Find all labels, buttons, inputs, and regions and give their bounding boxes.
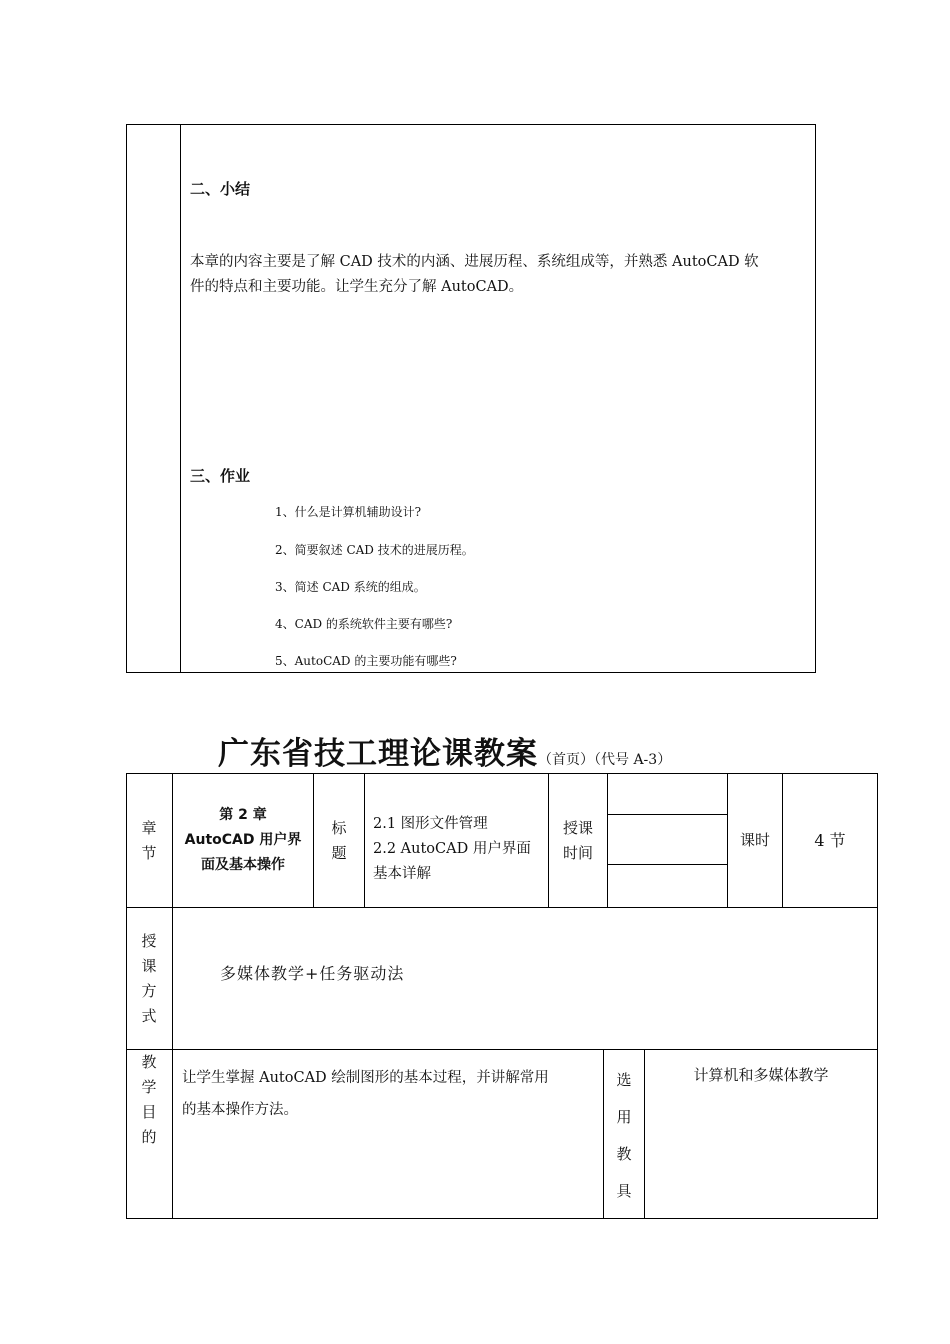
teaching-time-label: 授课 时间: [562, 819, 593, 862]
teaching-tools-value: 计算机和多媒体教学: [693, 1066, 829, 1084]
document-subtitle: （首页）（代号 A-3）: [538, 752, 672, 768]
homework-item: 3、简述 CAD 系统的组成。: [275, 580, 426, 594]
document-heading: [218, 728, 671, 773]
summary-line-2: 件的特点和主要功能。让学生充分了解 AutoCAD。: [190, 279, 524, 295]
homework-item: 1、什么是计算机辅助设计?: [275, 505, 422, 519]
chapter-label: 章 节: [141, 819, 157, 862]
summary-heading: 二、小结: [190, 180, 251, 198]
title-label: 标 题: [331, 819, 347, 862]
hours-label: 课时: [739, 831, 770, 849]
title-value: 2.1 图形文件管理 2.2 AutoCAD 用户界面 基本详解: [373, 816, 531, 882]
homework-item: 2、简要叙述 CAD 技术的进展历程。: [275, 543, 474, 557]
teaching-method-label: 授 课 方 式: [141, 932, 157, 1025]
homework-heading: 三、作业: [190, 467, 251, 485]
homework-item: 4、CAD 的系统软件主要有哪些?: [275, 617, 453, 631]
teaching-tools-label: 选 用 教 具: [616, 1071, 632, 1200]
chapter-value: 第 2 章 AutoCAD 用户界 面及基本操作: [184, 807, 302, 873]
document-title: 广东省技工理论课教案: [218, 736, 538, 772]
summary-line-1: 本章的内容主要是了解 CAD 技术的内涵、进展历程、系统组成等，并熟悉 AutoCAD 软: [190, 254, 759, 270]
teaching-method-value: 多媒体教学+任务驱动法: [220, 964, 405, 983]
homework-item: 5、AutoCAD 的主要功能有哪些?: [275, 654, 457, 668]
teaching-goal-value: 让学生掌握 AutoCAD 绘制图形的基本过程，并讲解常用 的基本操作方法。: [182, 1070, 549, 1118]
teaching-goal-label: 教 学 目 的: [141, 1053, 157, 1146]
hours-value: 4 节: [814, 831, 846, 850]
